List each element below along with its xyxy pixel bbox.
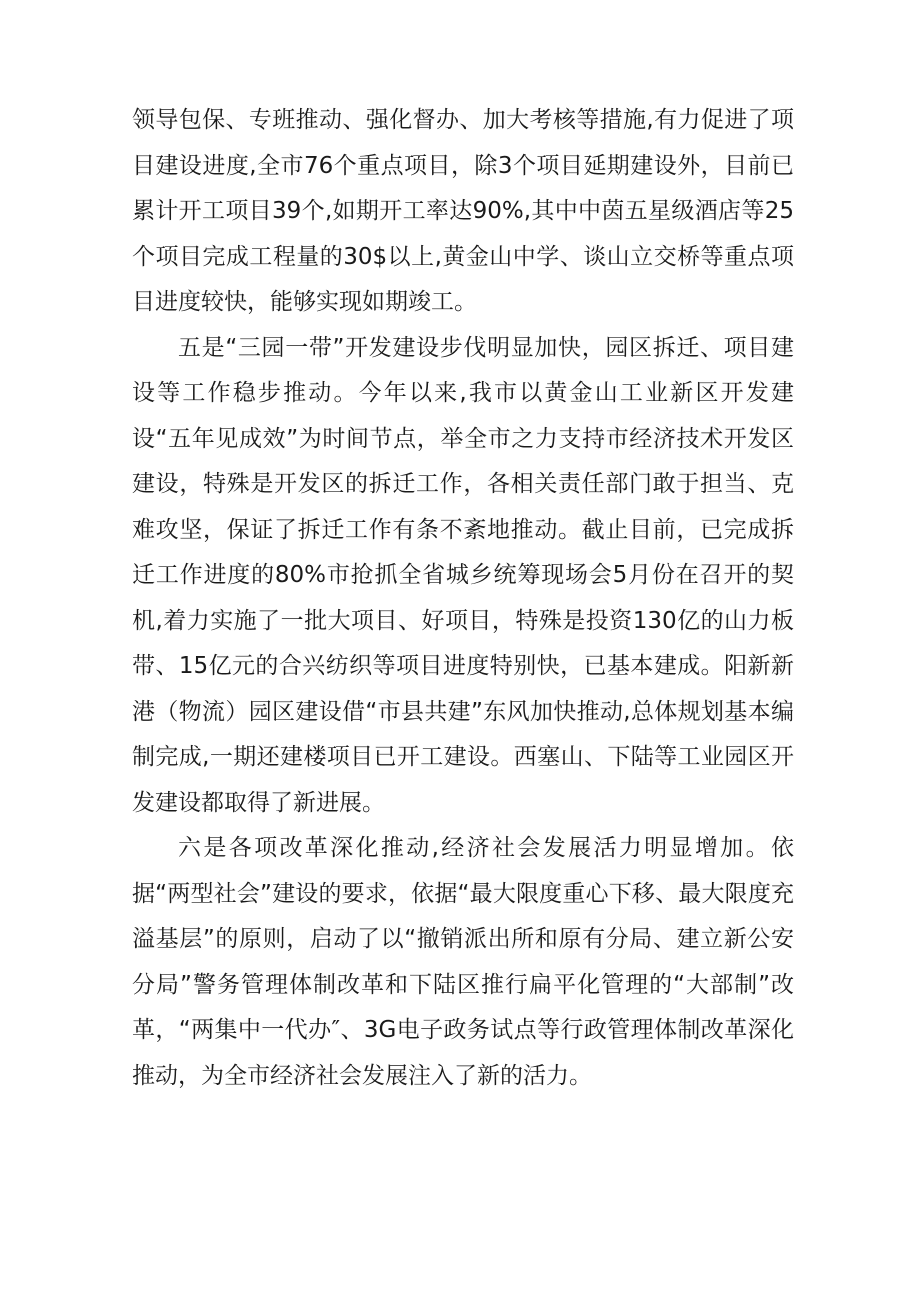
document-body [132,98,794,1099]
paragraph-reform: 六是各项改革深化推动,经济社会发展活力明显增加。依据“两型社会”建设的要求，依据“最大限度重心下移、最大限度充溢基层”的原则，启动了以“撤销派出所和原有分局、建立新公安分局”警务管理体制改革和下陆区推行扁平化管理的“大部制”改革，“两集中一代办″、3G电子政务试点等行政管理体制改革深化推动，为全市经济社会发展注入了新的活力。 [132,835,794,1089]
paragraph-project-progress: 领导包保、专班推动、强化督办、加大考核等措施,有力促进了项目建设进度,全市76个重点项目，除3个项目延期建设外，目前已累计开工项目39个,如期开工率达90%,其中中茵五星级酒店等25个项目完成工程量的30$以上,黄金山中学、谈山立交桥等重点项目进度较快，能够实现如期竣工。 [132,107,794,315]
paragraph-industrial-parks: 五是“三园一带”开发建设步伐明显加快，园区拆迁、项目建设等工作稳步推动。今年以来,我市以黄金山工业新区开发建设“五年见成效”为时间节点，举全市之力支持市经济技术开发区建设，特殊是开发区的拆迁工作，各相关责任部门敢于担当、克难攻坚，保证了拆迁工作有条不紊地推动。截止目前，已完成拆迁工作进度的80%市抢抓全省城乡统筹现场会5月份在召开的契机,着力实施了一批大项目、好项目，特殊是投资130亿的山力板带、15亿元的合兴纺织等项目进度特别快，已基本建成。阳新新港（物流）园区建设借“市县共建”东风加快推动,总体规划基本编制完成,一期还建楼项目已开工建设。西塞山、下陆等工业园区开发建设都取得了新进展。 [132,334,794,816]
